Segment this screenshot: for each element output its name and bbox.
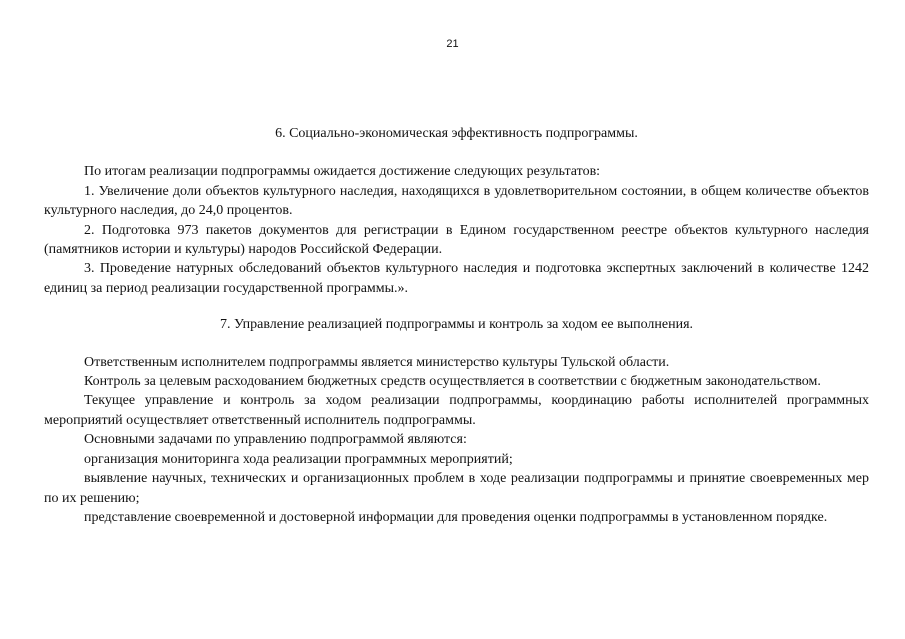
section-6-result-3: 3. Проведение натурных обследований объектов культурного наследия и подготовка экспертных заключений в количестве 1242 единиц за период реализации государственной программы.». bbox=[44, 261, 869, 296]
section-7-task-problems: выявление научных, технических и организационных проблем в ходе реализации подпрограммы и принятие своевременных мер по их решению; bbox=[44, 471, 869, 506]
section-7-paragraph-responsible: Ответственным исполнителем подпрограммы является министерство культуры Тульской области. bbox=[84, 354, 670, 370]
section-6-result-2: 2. Подготовка 973 пакетов документов для регистрации в Едином государственном реестре объектов культурного наследия (памятников истории и культуры) народов Российской Федерации. bbox=[44, 222, 869, 258]
section-7-paragraph-management: Текущее управление и контроль за ходом реализации подпрограммы, координацию работы исполнителей программных мероприятий осуществляет ответственный исполнитель подпрограммы. bbox=[44, 393, 869, 428]
document-body bbox=[44, 124, 869, 527]
section-7-paragraph-tasks-intro: Основными задачами по управлению подпрограммой являются: bbox=[84, 432, 467, 448]
section-7-title: 7. Управление реализацией подпрограммы и контроль за ходом ее выполнения. bbox=[219, 317, 694, 333]
section-6-result-1: 1. Увеличение доли объектов культурного наследия, находящихся в удовлетворительном состоянии, в общем количестве объектов культурного наследия, до 24,0 процентов. bbox=[44, 183, 869, 219]
section-6-title: 6. Социально-экономическая эффективность подпрограммы. bbox=[275, 126, 638, 141]
section-7-task-monitoring: организация мониторинга хода реализации программных мероприятий; bbox=[84, 451, 513, 467]
section-7-paragraph-control: Контроль за целевым расходованием бюджетных средств осуществляется в соответствии с бюджетным законодательством. bbox=[84, 374, 821, 390]
section-6-intro: По итогам реализации подпрограммы ожидается достижение следующих результатов: bbox=[84, 164, 601, 180]
section-7-task-information: представление своевременной и достоверной информации для проведения оценки подпрограммы в установленном порядке. bbox=[84, 509, 828, 525]
page-number: 21 bbox=[446, 38, 459, 50]
